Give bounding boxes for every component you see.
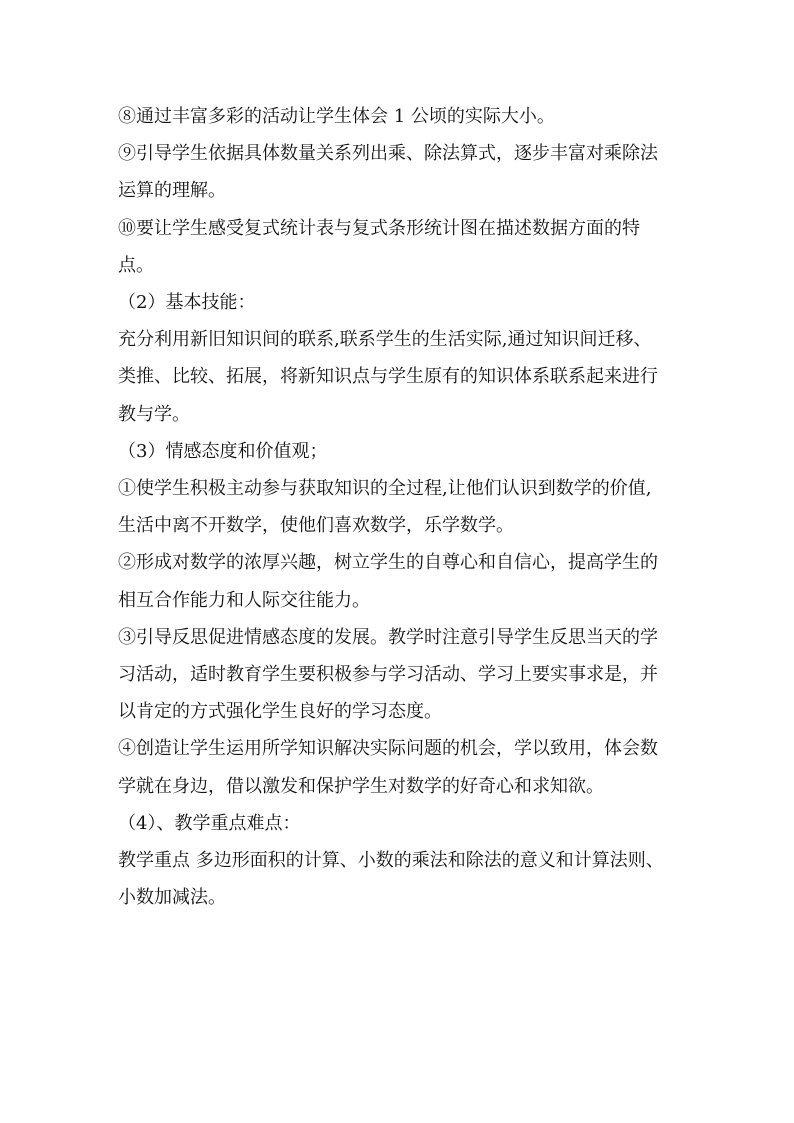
text-line-attitude-1-cont: 生活中离不开数学，使他们喜欢数学，乐学数学。 [118, 515, 514, 537]
text-line-objective-8: ⑧通过丰富多彩的活动让学生体会 1 公顷的实际大小。 [118, 106, 555, 127]
text-line-basic-skills-3: 教与学。 [118, 403, 190, 425]
text-line-key-points-1: 教学重点 多边形面积的计算、小数的乘法和除法的意义和计算法则、 [118, 850, 664, 872]
text-line-basic-skills-2: 类推、比较、拓展，将新知识点与学生原有的知识体系联系起来进行 [118, 366, 658, 388]
text-line-attitude-3: ③引导反思促进情感态度的发展。教学时注意引导学生反思当天的学 [118, 626, 658, 648]
text-line-basic-skills-1: 充分利用新旧知识间的联系,联系学生的生活实际,通过知识间迁移、 [118, 329, 652, 351]
text-line-attitude-4-cont: 学就在身边，借以激发和保护学生对数学的好奇心和求知欲。 [118, 775, 604, 797]
text-line-objective-9: ⑨引导学生依据具体数量关系列出乘、除法算式，逐步丰富对乘除法 [118, 143, 658, 165]
text-line-objective-10: ⑩要让学生感受复式统计表与复式条形统计图在描述数据方面的特 [118, 217, 640, 239]
text-line-objective-10-cont: 点。 [118, 254, 154, 276]
section-heading-basic-skills: （2）基本技能： [118, 292, 256, 314]
document-body [118, 98, 680, 916]
text-line-attitude-1: ①使学生积极主动参与获取知识的全过程,让他们认识到数学的价值, [118, 478, 652, 500]
text-line-objective-9-cont: 运算的理解。 [118, 180, 226, 202]
text-line-attitude-3-cont-1: 习活动，适时教育学生要积极参与学习活动、学习上要实事求是，并 [118, 664, 658, 686]
text-line-key-points-2: 小数加减法。 [118, 887, 226, 909]
text-line-attitude-2: ②形成对数学的浓厚兴趣，树立学生的自尊心和自信心，提高学生的 [118, 552, 658, 574]
section-heading-key-points: （4）、教学重点难点： [118, 812, 301, 834]
text-line-attitude-4: ④创造让学生运用所学知识解决实际问题的机会，学以致用，体会数 [118, 738, 658, 760]
text-line-attitude-2-cont: 相互合作能力和人际交往能力。 [118, 589, 370, 611]
text-line-attitude-3-cont-2: 以肯定的方式强化学生良好的学习态度。 [118, 701, 442, 723]
section-heading-attitudes-values: （3）情感态度和价值观； [118, 440, 328, 462]
